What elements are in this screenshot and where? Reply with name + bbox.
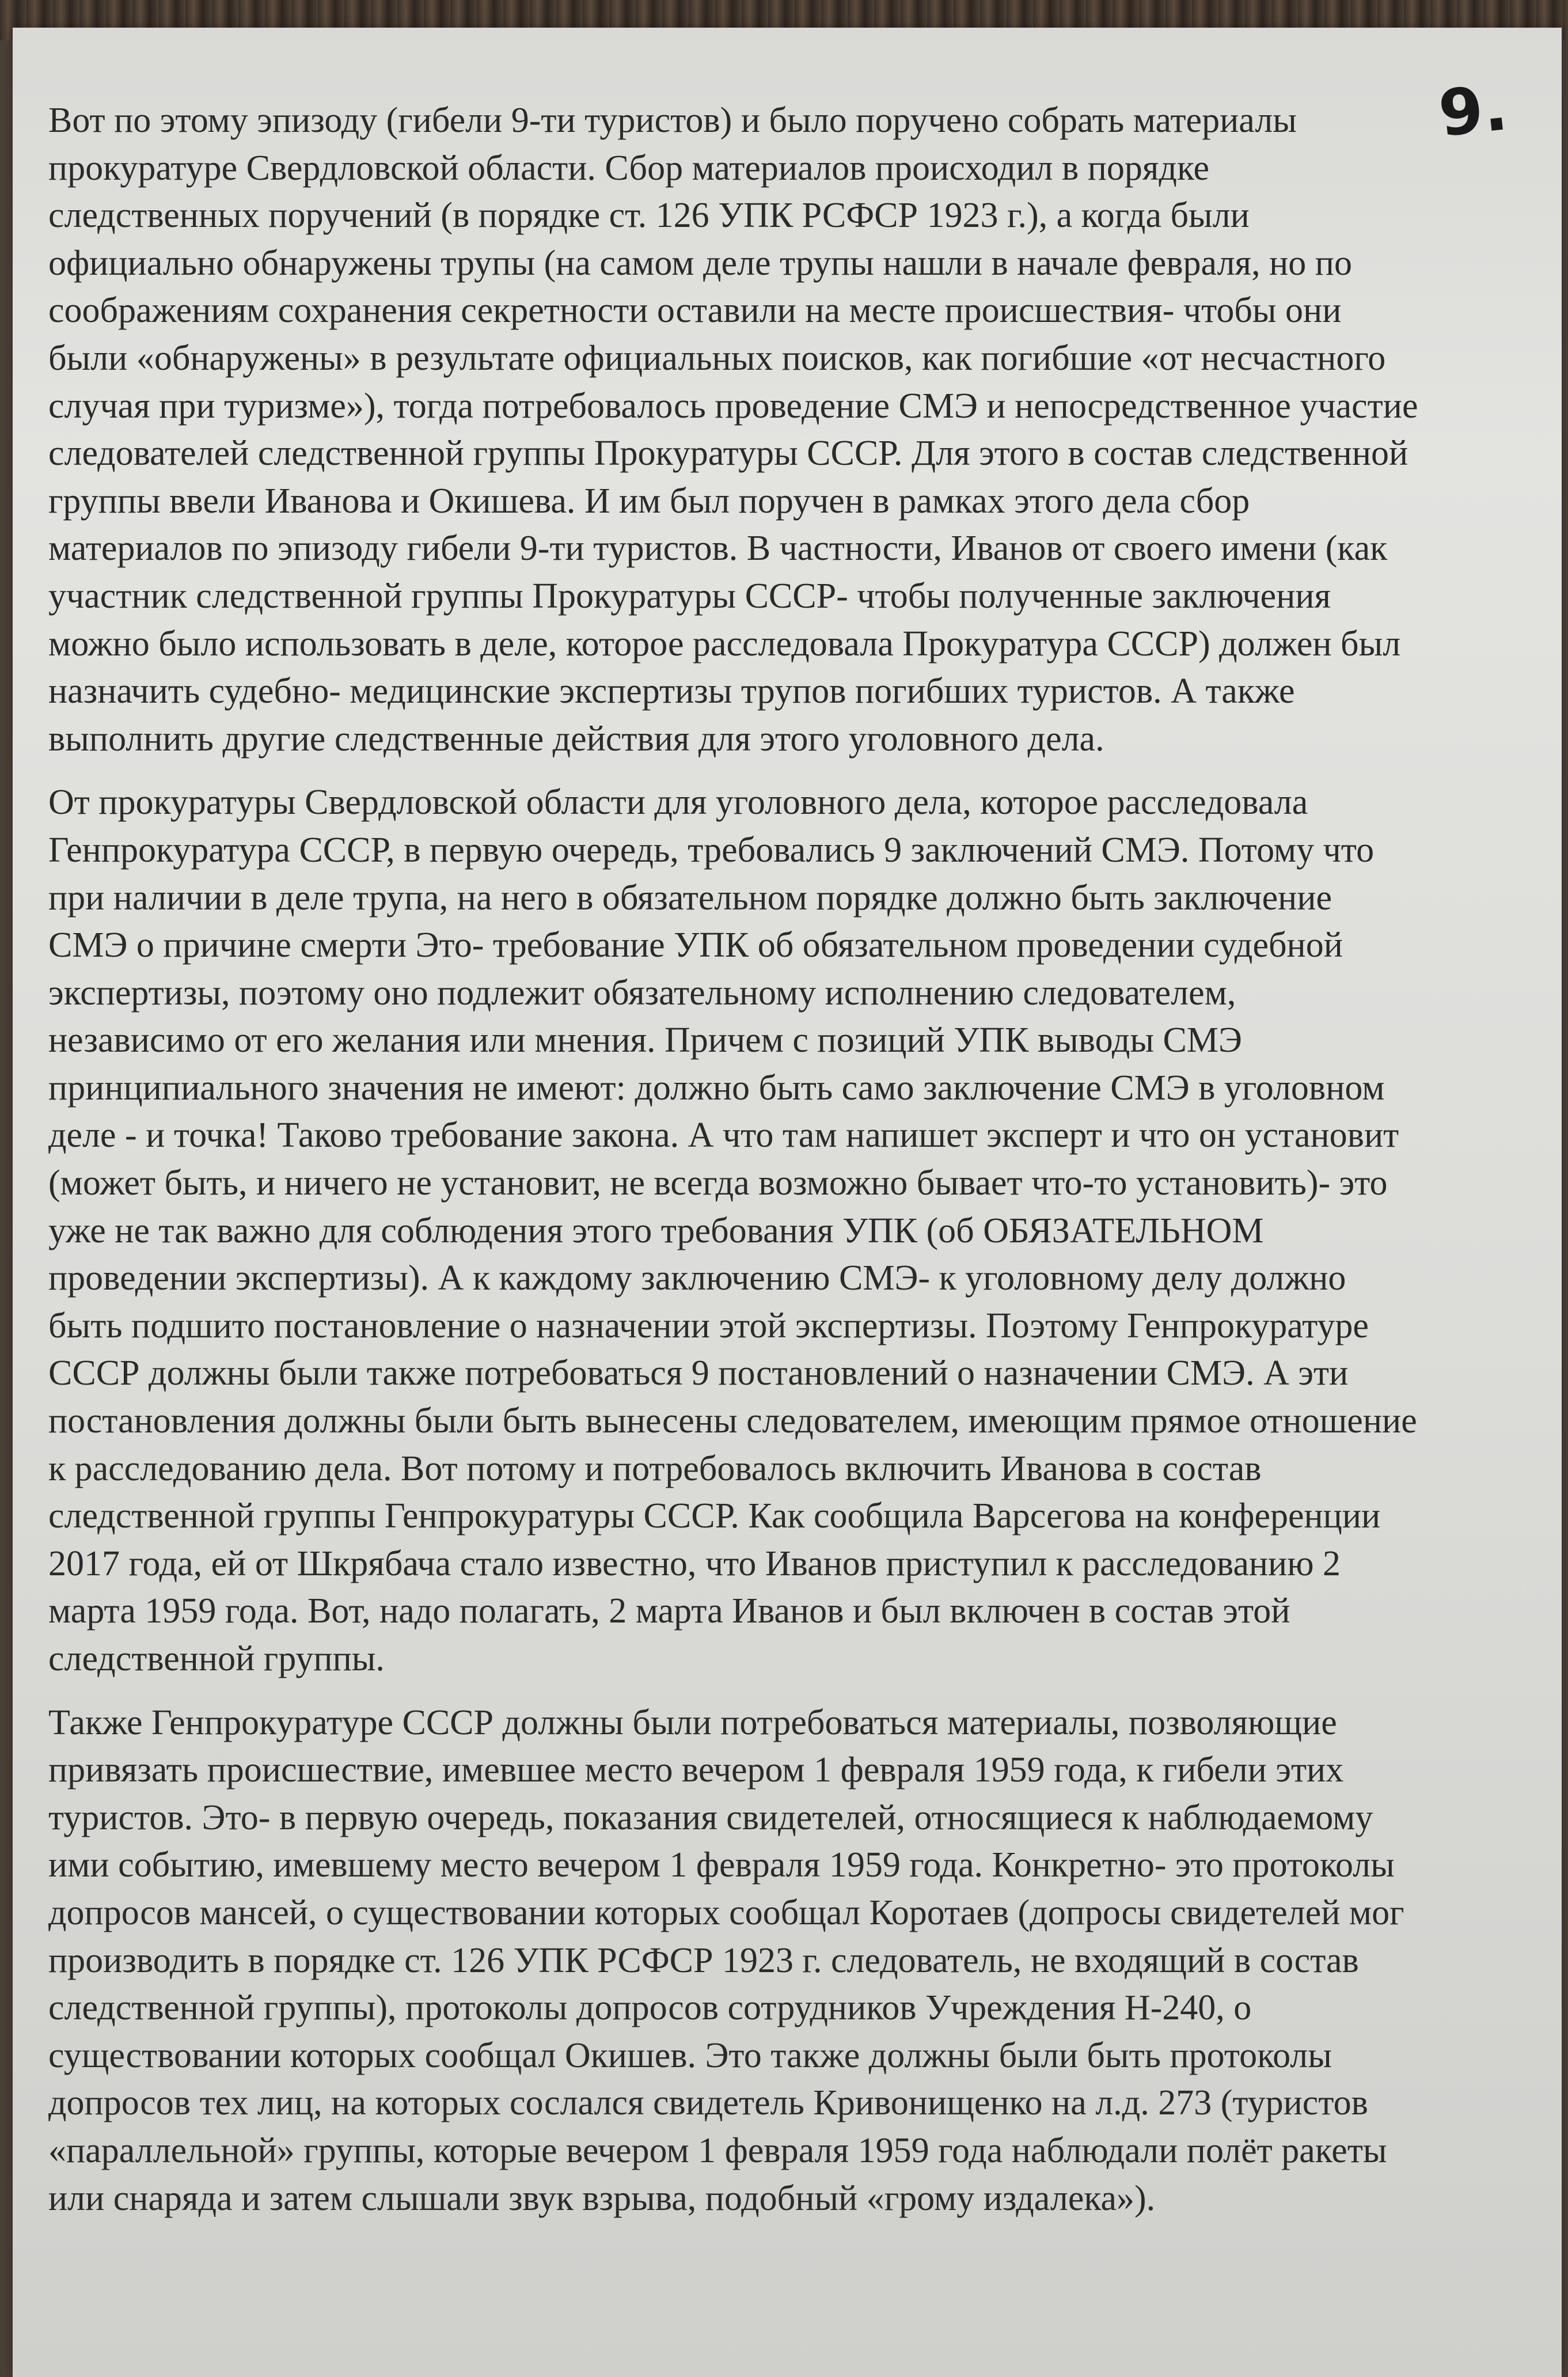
text-line: при наличии в деле трупа, на него в обязательном порядке должно быть заключение [48,878,1332,918]
text-line: постановления должны были быть вынесены следователем, имеющим прямое отношение [48,1401,1417,1441]
text-line: допросов тех лиц, на которых сослался свидетель Кривонищенко на л.д. 273 (туристов [48,2083,1368,2123]
paragraph-3 [48,1699,1523,2223]
text-line: принципиального значения не имеют: должно быть само заключение СМЭ в уголовном [48,1068,1385,1108]
page-number: 9. [1435,70,1511,151]
text-line: прокуратуре Свердловской области. Сбор материалов происходил в порядке [48,148,1210,188]
document-body [48,97,1523,2238]
text-line: были «обнаружены» в результате официальных поисков, как погибшие «от несчастного [48,338,1386,378]
text-line: привязать происшествие, имевшее место вечером 1 февраля 1959 года, к гибели этих [48,1750,1344,1790]
text-line: можно было использовать в деле, которое расследовала Прокуратура СССР) должен был [48,624,1401,664]
text-line: ими событию, имевшему место вечером 1 февраля 1959 года. Конкретно- это протоколы [48,1845,1395,1885]
text-line: (может быть, и ничего не установит, не всегда возможно бывает что-то установить)- это [48,1163,1388,1203]
text-line: существовании которых сообщал Окишев. Это также должны были быть протоколы [48,2035,1332,2075]
document-page [13,28,1562,2377]
text-line: следственной группы), протоколы допросов сотрудников Учреждения Н-240, о [48,1988,1252,2028]
text-line: экспертизы, поэтому оно подлежит обязательному исполнению следователем, [48,973,1236,1013]
text-line: Генпрокуратура СССР, в первую очередь, требовались 9 заключений СМЭ. Потому что [48,830,1375,870]
text-line: случая при туризме»), тогда потребовалось проведение СМЭ и непосредственное участие [48,386,1418,426]
text-line: соображениям сохранения секретности оставили на месте происшествия- чтобы они [48,291,1342,331]
text-line: назначить судебно- медицинские экспертизы трупов погибших туристов. А также [48,672,1295,711]
text-line: официально обнаружены трупы (на самом деле трупы нашли в начале февраля, но по [48,243,1352,283]
text-line: участник следственной группы Прокуратуры СССР- чтобы полученные заключения [48,576,1331,616]
text-line: «параллельной» группы, которые вечером 1 февраля 1959 года наблюдали полёт ракеты [48,2130,1387,2170]
text-line: 2017 года, ей от Шкрябача стало известно, что Иванов приступил к расследованию 2 [48,1544,1341,1583]
text-line: Вот по этому эпизоду (гибели 9-ти туристов) и было поручено собрать материалы [48,101,1297,140]
text-line: или снаряда и затем слышали звук взрыва, подобный «грому издалека»). [48,2178,1156,2218]
text-line: группы ввели Иванова и Окишева. И им был поручен в рамках этого дела сбор [48,481,1250,521]
text-line: следователей следственной группы Прокуратуры СССР. Для этого в состав следственной [48,434,1408,473]
text-line: к расследованию дела. Вот потому и потребовалось включить Иванова в состав [48,1449,1262,1488]
text-line: следственной группы. [48,1639,385,1678]
paragraph-2 [48,779,1523,1682]
text-line: От прокуратуры Свердловской области для уголовного дела, которое расследовала [48,783,1308,822]
text-line: быть подшито постановление о назначении этой экспертизы. Поэтому Генпрокуратуре [48,1306,1369,1345]
text-line: СМЭ о причине смерти Это- требование УПК об обязательном проведении судебной [48,926,1343,965]
text-line: независимо от его желания или мнения. Причем с позиций УПК выводы СМЭ [48,1021,1242,1060]
text-line: допросов мансей, о существовании которых сообщал Коротаев (допросы свидетелей мог [48,1893,1404,1932]
text-line: следственной группы Генпрокуратуры СССР. Как сообщила Варсегова на конференции [48,1496,1381,1536]
text-line: СССР должны были также потребоваться 9 постановлений о назначении СМЭ. А эти [48,1354,1349,1393]
text-line: туристов. Это- в первую очередь, показания свидетелей, относящиеся к наблюдаемому [48,1798,1373,1837]
text-line: выполнить другие следственные действия для этого уголовного дела. [48,719,1104,759]
text-line: производить в порядке ст. 126 УПК РСФСР 1923 г. следователь, не входящий в состав [48,1940,1359,1980]
text-line: Также Генпрокуратуре СССР должны были потребоваться материалы, позволяющие [48,1703,1337,1742]
text-line: уже не так важно для соблюдения этого требования УПК (об ОБЯЗАТЕЛЬНОМ [48,1211,1264,1250]
text-line: проведении экспертизы). А к каждому заключению СМЭ- к уголовному делу должно [48,1258,1346,1298]
text-line: деле - и точка! Таково требование закона. А что там напишет эксперт и что он установит [48,1116,1399,1155]
paragraph-1 [48,97,1523,763]
text-line: следственных поручений (в порядке ст. 126 УПК РСФСР 1923 г.), а когда были [48,196,1250,236]
text-line: марта 1959 года. Вот, надо полагать, 2 марта Иванов и был включен в состав этой [48,1591,1290,1631]
text-line: материалов по эпизоду гибели 9-ти туристов. В частности, Иванов от своего имени (как [48,529,1388,568]
